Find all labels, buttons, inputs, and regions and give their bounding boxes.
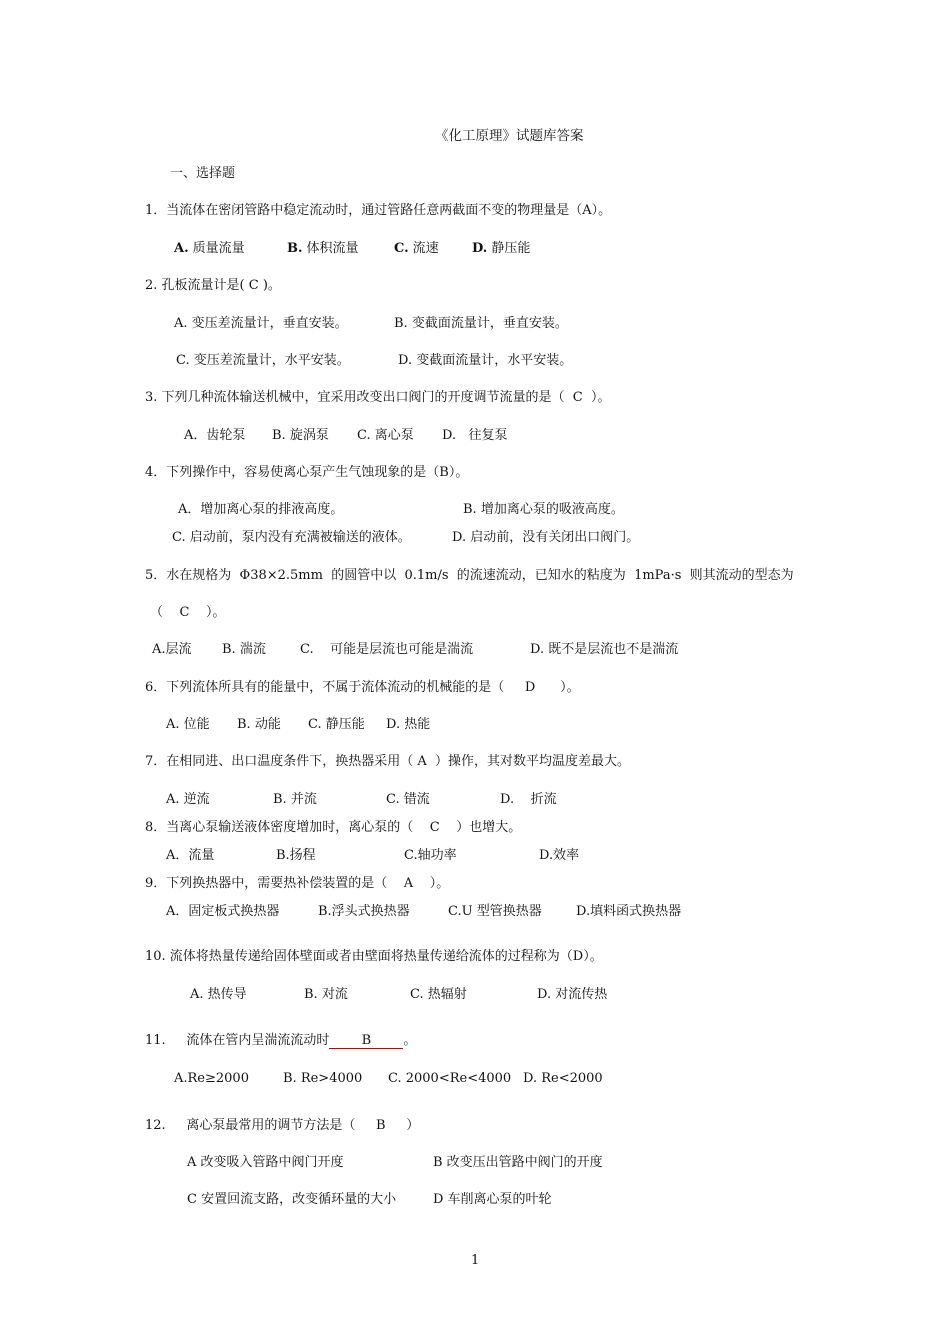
question-3-stem: 3. 下列几种流体输送机械中，宜采用改变出口阀门的开度调节流量的是（ C ）。 (145, 390, 611, 405)
question-7-option-c: C. 错流 (386, 792, 430, 807)
question-4-option-d: D. 启动前，没有关闭出口阀门。 (452, 530, 640, 545)
question-11-option-d: D. Re<2000 (523, 1071, 603, 1086)
option-letter: A. (174, 241, 189, 256)
option-text: 体积流量 (306, 241, 359, 256)
question-10-option-b: B. 对流 (304, 987, 348, 1002)
option-text: 质量流量 (192, 241, 245, 256)
question-7-option-d: D. 折流 (500, 792, 557, 807)
question-2-stem: 2. 孔板流量计是( C )。 (145, 278, 281, 293)
question-7-option-a: A. 逆流 (166, 792, 210, 807)
question-10-stem: 10. 流体将热量传递给固体壁面或者由壁面将热量传递给流体的过程称为（D）。 (145, 949, 603, 964)
question-10-option-c: C. 热辐射 (410, 987, 467, 1002)
question-8-option-d: D.效率 (539, 848, 580, 863)
question-12-option-b: B 改变压出管路中阀门的开度 (433, 1155, 603, 1170)
question-11-stem-suffix: 。 (403, 1033, 417, 1048)
question-11-stem (145, 1034, 416, 1049)
question-4-stem: 4．下列操作中，容易使离心泵产生气蚀现象的是（B）。 (145, 465, 469, 480)
question-4-option-c: C. 启动前，泵内没有充满被输送的液体。 (172, 530, 411, 545)
question-9-option-b: B.浮头式换热器 (318, 904, 410, 919)
question-12-stem: 12. 离心泵最常用的调节方法是（ B ） (145, 1118, 420, 1133)
question-1-option-a (174, 242, 245, 255)
question-1-option-b (287, 242, 359, 255)
question-12-option-c: C 安置回流支路，改变循环量的大小 (187, 1192, 397, 1207)
question-11-answer-blank: B (329, 1034, 403, 1049)
document-title: 《化工原理》试题库答案 (435, 128, 584, 144)
option-letter: C. (394, 241, 409, 256)
question-9-option-c: C.U 型管换热器 (448, 904, 542, 919)
question-5-option-a: A.层流 (152, 642, 192, 657)
question-2-option-c: C. 变压差流量计，水平安装。 (176, 353, 350, 368)
question-12-option-d: D 车削离心泵的叶轮 (433, 1192, 552, 1207)
question-2-option-b: B. 变截面流量计，垂直安装。 (394, 316, 568, 331)
question-9-option-d: D.填料函式换热器 (576, 904, 682, 919)
option-text: 流速 (412, 241, 439, 256)
question-4-option-b: B. 增加离心泵的吸液高度。 (463, 502, 624, 517)
question-11-stem-prefix: 11. 流体在管内呈湍流流动时 (145, 1033, 330, 1048)
question-3-option-a: A．齿轮泵 (184, 428, 246, 443)
question-8-option-a: A．流量 (166, 848, 215, 863)
question-5-option-c: C. 可能是层流也可能是湍流 (300, 642, 474, 657)
question-10-option-a: A. 热传导 (190, 987, 247, 1002)
question-3-option-d: D. 往复泵 (442, 428, 508, 443)
question-4-option-a: A．增加离心泵的排液高度。 (178, 502, 344, 517)
question-3-option-b: B. 旋涡泵 (272, 428, 329, 443)
question-5-stem-line2: （ C ）。 (150, 605, 226, 620)
question-11-option-b: B. Re>4000 (283, 1071, 363, 1086)
question-6-option-b: B. 动能 (237, 717, 281, 732)
question-9-option-a: A．固定板式换热器 (166, 904, 280, 919)
question-5-stem-line1: 5．水在规格为 Φ38×2.5mm 的圆管中以 0.1m/s 的流速流动，已知水的粘度为 1mPa·s 则其流动的型态为 (145, 568, 794, 583)
question-5-option-b: B. 湍流 (222, 642, 266, 657)
question-8-option-b: B.扬程 (276, 848, 316, 863)
question-6-stem: 6．下列流体所具有的能量中，不属于流体流动的机械能的是（ D ）。 (145, 680, 580, 695)
section-heading: 一、选择题 (170, 166, 236, 181)
option-text: 静压能 (491, 241, 531, 256)
option-letter: D. (472, 241, 488, 256)
question-5-option-d: D. 既不是层流也不是湍流 (530, 642, 679, 657)
page-number: 1 (471, 1253, 480, 1268)
question-6-option-d: D. 热能 (386, 717, 431, 732)
question-1-option-d (472, 242, 530, 255)
question-7-stem: 7．在相同进、出口温度条件下，换热器采用（ A ）操作，其对数平均温度差最大。 (145, 754, 631, 769)
question-12-option-a: A 改变吸入管路中阀门开度 (187, 1155, 344, 1170)
question-11-option-c: C. 2000<Re<4000 (388, 1071, 512, 1086)
question-1-stem: 1．当流体在密闭管路中稳定流动时，通过管路任意两截面不变的物理量是（A）。 (145, 203, 612, 218)
question-10-option-d: D. 对流传热 (537, 987, 608, 1002)
question-6-option-a: A. 位能 (166, 717, 210, 732)
option-letter: B. (287, 241, 303, 256)
question-7-option-b: B. 并流 (273, 792, 317, 807)
question-8-stem: 8．当离心泵输送液体密度增加时，离心泵的（ C ）也增大。 (145, 820, 522, 835)
question-2-option-a: A. 变压差流量计，垂直安装。 (174, 316, 348, 331)
question-1-option-c (394, 242, 439, 255)
question-9-stem: 9．下列换热器中，需要热补偿装置的是（ A ）。 (145, 876, 450, 891)
question-11-option-a: A.Re≥2000 (174, 1071, 249, 1086)
question-6-option-c: C. 静压能 (308, 717, 365, 732)
question-3-option-c: C. 离心泵 (357, 428, 414, 443)
question-8-option-c: C.轴功率 (404, 848, 457, 863)
question-2-option-d: D. 变截面流量计，水平安装。 (398, 353, 573, 368)
